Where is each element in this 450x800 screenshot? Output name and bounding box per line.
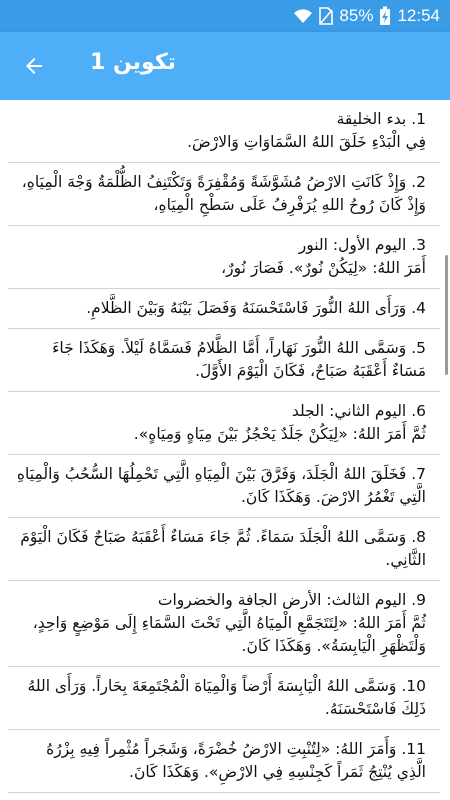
verse-line [14, 257, 426, 280]
verse-first-line [14, 337, 426, 383]
verse-text: وَسَمَّى اللهُ الْيَابِسَةَ أَرْضاً وَالْمِيَاهَ الْمُجْتَمِعَةَ بِحَاراً. وَرَأَى اللهُ ذَلِكَ فَاسْتَحْسَنَهُ. [27, 677, 426, 718]
verse-text: بدء الخليقة [336, 110, 407, 128]
verse-first-line [14, 738, 426, 784]
verse-text: وَرَأَى اللهُ النُّورَ فَاسْتَحْسَنَهُ وَفَصَلَ بَيْنَهُ وَبَيْنَ الظَّلامِ. [86, 299, 407, 317]
arrow-back-icon [22, 54, 46, 78]
verse-first-line [14, 463, 426, 509]
verse-item[interactable] [8, 226, 440, 289]
status-time: 12:54 [397, 6, 440, 25]
verse-item[interactable] [8, 100, 440, 163]
verse-first-line [14, 526, 426, 572]
app-bar [0, 32, 450, 100]
verse-text: ثُمَّ أَمَرَ اللهُ: «لِتَتَجَمَّعِ الْمِيَاهُ الَّتِي تَحْتَ السَّمَاءِ إِلَى مَوْضِعٍ وَاحِدٍ، وَلْتَظْهَرِ الْيَابِسَةُ». وَهَكَذَا كَانَ. [32, 614, 426, 655]
status-icons [293, 0, 440, 32]
back-button[interactable] [14, 46, 54, 86]
verse-text: وَأَمَرَ اللهُ: «لِتُنْبِتِ الارْضُ خُضْرَةً، وَشَجَراً مُثْمِراً فِيهِ بِزْرُهُ الَّذِي يُنْتِجُ ثَمَراً كَجِنْسِهِ فِي الارْضِ». وَهَكَذَا كَانَ. [46, 740, 426, 781]
verse-first-line [14, 297, 426, 320]
verse-item[interactable] [8, 455, 440, 518]
verse-text: وَسَمَّى اللهُ النُّورَ نَهَاراً، أَمَّا الظَّلامُ فَسَمَّاهُ لَيْلاً. وَهَكَذَا جَاءَ مَسَاءٌ أَعْقَبَهُ صَبَاحٌ، فَكَانَ الْيَوْمَ الأَوَّلَ. [52, 339, 426, 380]
verse-first-line [14, 234, 426, 257]
verse-item[interactable] [8, 163, 440, 226]
scrollbar-thumb[interactable] [445, 255, 448, 375]
verse-text: اليوم الثالث: الأرض الجافة والخضروات [157, 591, 407, 609]
verse-text: وَسَمَّى اللهُ الْجَلَدَ سَمَاءً. ثُمَّ جَاءَ مَسَاءٌ أَعْقَبَهُ صَبَاحٌ فَكَانَ الْيَوْمَ الثَّانِي. [20, 528, 426, 569]
status-bar [0, 0, 450, 32]
verse-number: 1. [411, 110, 426, 128]
verse-text: وَإِذْ كَانَتِ الارْضُ مُشَوَّشَةً وَمُقْفِرَةً وَتَكْتَنِفُ الظُّلْمَةُ وَجْهَ الْمِيَاهِ، وَإِذْ كَانَ رُوحُ اللهِ يُرَفْرِفُ عَلَى سَطْحِ الْمِيَاهِ، [21, 173, 426, 214]
verse-text: فِي الْبَدْءِ خَلَقَ اللهُ السَّمَاوَاتِ وَالارْضَ. [187, 133, 426, 151]
verse-text: أَمَرَ اللهُ: «لِيَكُنْ نُورٌ». فَصَارَ نُورٌ، [221, 259, 426, 277]
verse-line [14, 423, 426, 446]
wifi-icon [293, 8, 313, 24]
verse-number: 6. [411, 402, 426, 420]
page-title: تكوين 1 [90, 50, 176, 75]
verse-first-line [14, 108, 426, 131]
verse-line [14, 131, 426, 154]
verse-number: 3. [411, 236, 426, 254]
verse-number: 5. [411, 339, 426, 357]
battery-percent: 85% [339, 6, 374, 25]
verse-first-line [14, 400, 426, 423]
verse-item[interactable] [8, 289, 440, 329]
verse-first-line [14, 171, 426, 217]
verse-number: 10. [401, 677, 426, 695]
verse-item[interactable] [8, 392, 440, 455]
verse-text: ثُمَّ أَمَرَ اللهُ: «لِيَكُنْ جَلَدٌ يَحْجُزُ بَيْنَ مِيَاهٍ وَمِيَاهٍ». [133, 425, 426, 443]
verse-first-line [14, 675, 426, 721]
verse-number: 7. [411, 465, 426, 483]
verse-item[interactable] [8, 667, 440, 730]
verse-item[interactable] [8, 329, 440, 392]
verse-text: اليوم الثاني: الجلد [291, 402, 407, 420]
verse-list[interactable] [0, 100, 450, 800]
verse-number: 8. [411, 528, 426, 546]
verse-number: 4. [411, 299, 426, 317]
verse-number: 9. [411, 591, 426, 609]
no-sim-icon [319, 7, 333, 25]
battery-charging-icon [379, 6, 391, 26]
verse-item[interactable] [8, 581, 440, 667]
verse-number: 2. [411, 173, 426, 191]
verse-line [14, 612, 426, 658]
verse-text: اليوم الأول: النور [298, 236, 407, 254]
verse-item[interactable] [8, 730, 440, 793]
verse-text: فَخَلَقَ اللهُ الْجَلَدَ، وَفَرَّقَ بَيْنَ الْمِيَاهِ الَّتِي تَحْمِلُهَا السُّحُبُ وَالْمِيَاهِ الَّتِي تَغْمُرُ الارْضَ. وَهَكَذَا كَانَ. [16, 465, 426, 506]
verse-number: 11. [401, 740, 426, 758]
verse-item[interactable] [8, 518, 440, 581]
verse-first-line [14, 589, 426, 612]
